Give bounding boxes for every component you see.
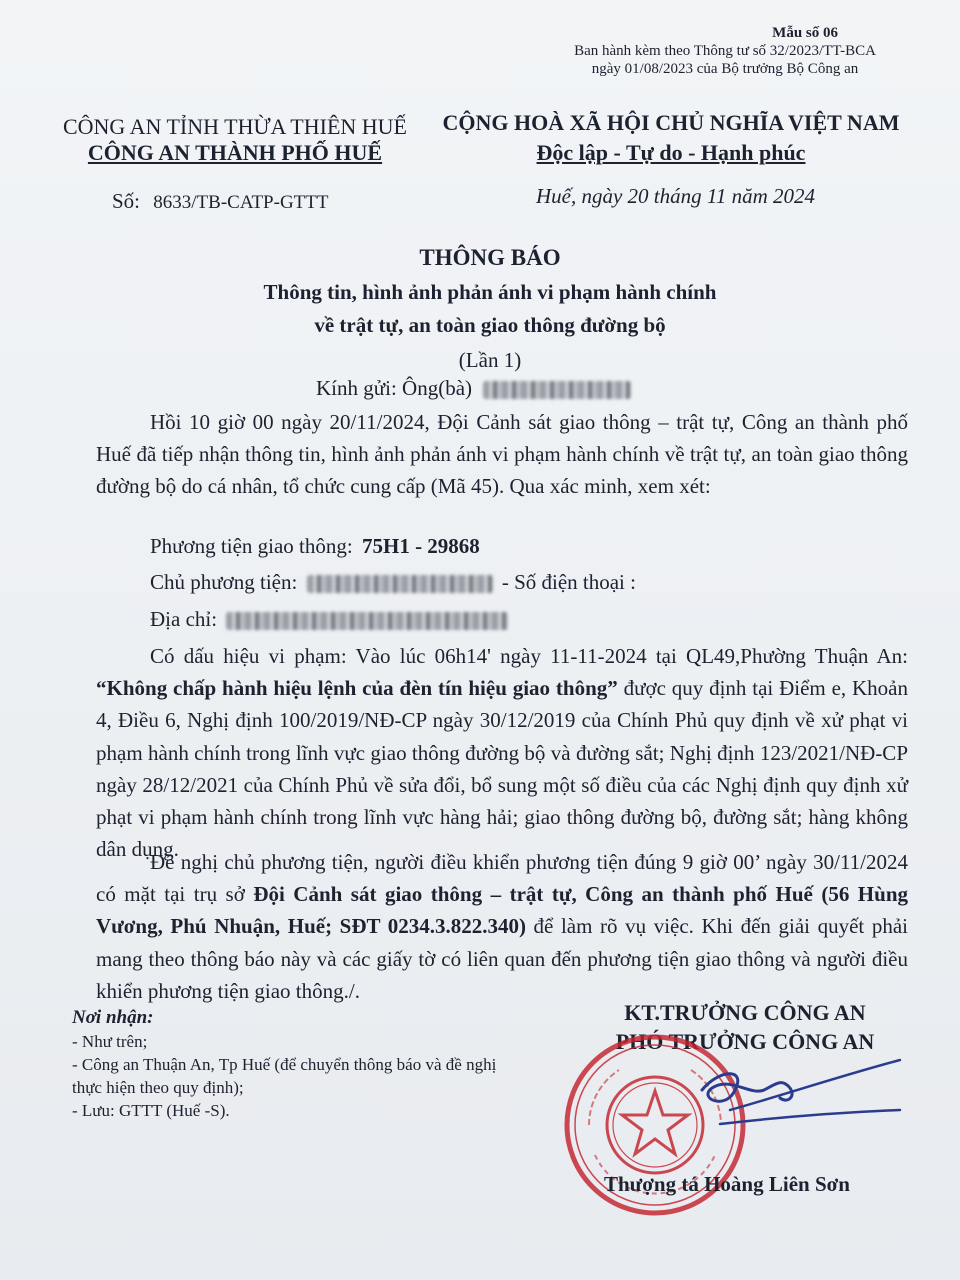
form-reference [560, 24, 890, 78]
violation-intro: Có dấu hiệu vi phạm: Vào lúc 06h14' ngày 11-11-2024 tại QL49,Phường Thuận An: [150, 644, 908, 668]
national-motto-block [436, 110, 906, 166]
handwritten-signature [690, 1050, 910, 1140]
recipient-item: - Công an Thuận An, Tp Huế (để chuyển thông báo và đề nghị thực hiện theo quy định); [72, 1055, 497, 1097]
recipients-heading: Nơi nhận: [72, 1007, 154, 1028]
issuer-block [40, 114, 430, 166]
notice-title-block [160, 244, 820, 376]
nation-name: CỘNG HOÀ XÃ HỘI CHỦ NGHĨA VIỆT NAM [442, 110, 900, 135]
form-reference-line2: ngày 01/08/2023 của Bộ trưởng Bộ Công an [591, 61, 859, 77]
notice-title: THÔNG BÁO [419, 245, 561, 270]
paragraph-request [96, 846, 908, 1007]
address-label: Địa chỉ: [150, 607, 218, 631]
redacted-owner-name [307, 575, 493, 593]
signatory-title-2: PHÓ TRƯỞNG CÔNG AN [615, 1029, 875, 1054]
vehicle-line [150, 530, 480, 562]
paragraph-violation [96, 640, 908, 865]
address-line [150, 603, 508, 635]
vehicle-label: Phương tiện giao thông: [150, 534, 353, 558]
redacted-addressee-name [483, 381, 631, 399]
notice-subtitle-1: Thông tin, hình ảnh phản ánh vi phạm hành chính [263, 280, 717, 304]
addressee-line [316, 372, 631, 404]
request-intro: Đề nghị chủ phương tiện, người điều khiển phương tiện đúng 9 giờ 00’ ngày 30/11/2024 có mặt tại trụ sở [96, 850, 908, 907]
paragraph-intake: Hồi 10 giờ 00 ngày 20/11/2024, Đội Cảnh sát giao thông – trật tự, Công an thành phố Huế đã tiếp nhận thông tin, hình ảnh phản ánh vi phạm hành chính về trật tự, an toàn giao thông đường bộ do cá nhân, tổ chức cung cấp (Mã 45). Qua xác minh, xem xét: [96, 410, 908, 499]
issuer-line2: CÔNG AN THÀNH PHỐ HUẾ [87, 140, 383, 165]
form-number: Mẫu số 06 [772, 25, 838, 41]
addressee-label: Kính gửi: Ông(bà) [316, 376, 473, 400]
owner-label: Chủ phương tiện: [150, 570, 298, 594]
signatory-title-1: KT.TRƯỞNG CÔNG AN [624, 1000, 866, 1025]
issuer-line1: CÔNG AN TỈNH THỪA THIÊN HUẾ [62, 114, 407, 139]
redacted-address [226, 612, 508, 630]
request-office: Đội Cảnh sát giao thông – trật tự, Công an thành phố Huế (56 Hùng Vương, Phú Nhuận, Huế; SĐT 0234.3.822.340) [96, 882, 908, 939]
document-number-label: Số: [112, 189, 141, 213]
violation-legal-basis: được quy định tại Điểm e, Khoản 4, Điều 6, Nghị định 100/2019/NĐ-CP ngày 30/12/2019 của Chính Phủ quy định về xử phạt vi phạm hành chính trong lĩnh vực giao thông đường bộ và đường sắt; Nghị định 123/2021/NĐ-CP ngày 28/12/2021 của Chính Phủ về sửa đổi, bổ sung một số điều của các Nghị định quy định xử phạt vi phạm hành chính trong lĩnh vực hàng hải; giao thông đường bộ, đường sắt; hàng không dân dụng. [96, 676, 908, 862]
owner-phone-label: - Số điện thoại : [501, 570, 636, 594]
violation-offense: “Không chấp hành hiệu lệnh của đèn tín hiệu giao thông” [96, 676, 618, 701]
place-date: Huế, ngày 20 tháng 11 năm 2024 [536, 184, 815, 208]
document-number-value: 8633/TB-CATP-GTTT [153, 192, 329, 213]
notice-subtitle-2: về trật tự, an toàn giao thông đường bộ [314, 313, 666, 337]
request-rest: để làm rõ vụ việc. Khi đến giải quyết phải mang theo thông báo này và các giấy tờ có liên quan đến phương tiện giao thông và người điều khiển phương tiện giao thông./. [96, 914, 908, 1003]
recipients-block [72, 1006, 522, 1122]
document-number [112, 189, 328, 214]
signatory-name: Thượng tá Hoàng Liên Sơn [604, 1172, 850, 1196]
owner-line [150, 566, 636, 598]
notice-edition: (Lần 1) [458, 348, 522, 372]
recipient-item: - Lưu: GTTT (Huế -S). [72, 1101, 230, 1120]
nation-motto: Độc lập - Tự do - Hạnh phúc [536, 140, 806, 165]
recipient-item: - Như trên; [72, 1032, 148, 1051]
form-reference-line1: Ban hành kèm theo Thông tư số 32/2023/TT-BCA [574, 43, 876, 59]
vehicle-plate: 75H1 - 29868 [361, 534, 480, 558]
